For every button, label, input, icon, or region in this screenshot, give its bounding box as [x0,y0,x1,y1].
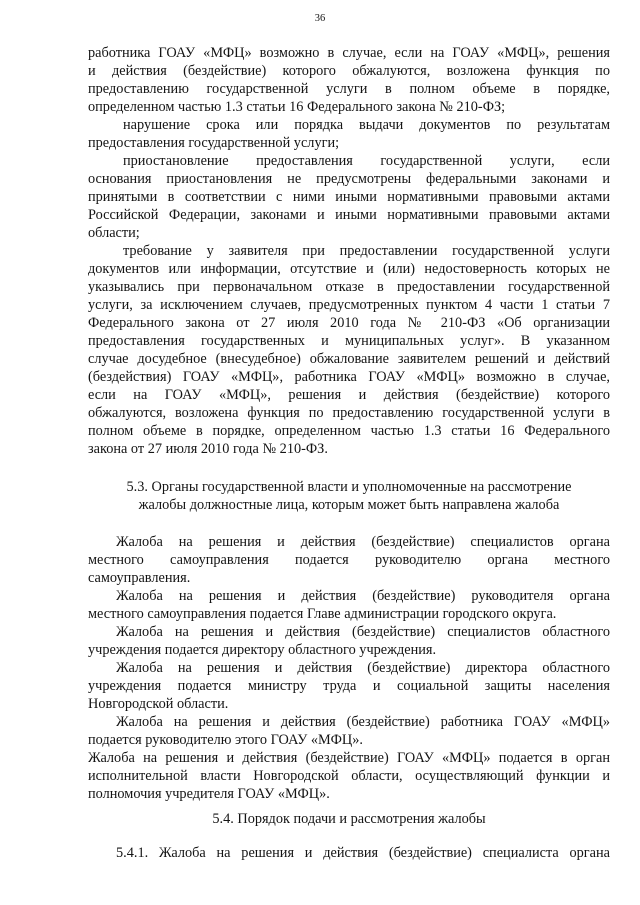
text-line: обжалуются, возложена функция по предоставлению государственной услуги в [88,405,610,421]
text-line: местного самоуправления подается руководителю органа местного [88,552,610,568]
text-line: местного самоуправления подается Главе администрации городского округа. [88,606,557,622]
text-line: предоставлению государственной услуги в полном объеме в порядке, [88,81,610,97]
section-heading: 5.4. Порядок подачи и рассмотрения жалобы [212,811,486,827]
text-line: принятыми в соответствии с ними иными нормативными правовыми актами [88,189,610,205]
text-line: случае досудебное (внесудебное) обжалование заявителем решений и действий [88,351,610,367]
text-line: полномочия учредителя ГОАУ «МФЦ». [88,786,330,802]
text-line: указывались при первоначальном отказе в предоставлении государственной [88,279,610,295]
text-line: документов или информации, отсутствие и (или) недостоверность которых не [88,261,610,277]
text-line: Жалоба на решения и действия (бездействие) руководителя органа [116,588,610,604]
text-line: области; [88,225,140,241]
text-line: учреждения подается министру труда и социальной защиты населения [88,678,610,694]
section-heading: жалобы должностные лица, которым может быть направлена жалоба [138,497,560,513]
text-line: Российской Федерации, законами и иными нормативными правовыми актами [88,207,610,223]
text-line: предоставления государственной услуги; [88,135,340,151]
text-line: исполнительной власти Новгородской области, осуществляющий функции и [88,768,610,784]
text-line: работника ГОАУ «МФЦ» возможно в случае, если на ГОАУ «МФЦ», решения [88,45,610,61]
text-line: предоставления государственных и муниципальных услуг». В указанном [88,333,610,349]
text-line: (бездействия) ГОАУ «МФЦ», работника ГОАУ «МФЦ» возможно в случае, [88,369,610,385]
text-line: если на ГОАУ «МФЦ», решения и действия (бездействие) которого [88,387,610,403]
text-line: нарушение срока или порядка выдачи документов по результатам [123,117,610,133]
text-line: приостановление предоставления государственной услуги, если [123,153,610,169]
text-line: Жалоба на решения и действия (бездействие) специалистов областного [116,624,610,640]
text-line: закона от 27 июля 2010 года № 210-ФЗ. [88,441,328,457]
page-number: 36 [314,13,326,24]
text-line: определенном частью 1.3 статьи 16 Федерального закона № 210-ФЗ; [88,99,506,115]
text-line: учреждения подается директору областного учреждения. [88,642,437,658]
section-heading: 5.3. Органы государственной власти и уполномоченные на рассмотрение [126,479,572,495]
text-line: Жалоба на решения и действия (бездействие) работника ГОАУ «МФЦ» [116,714,610,730]
text-line: требование у заявителя при предоставлении государственной услуги [123,243,610,259]
text-line: и действия (бездействие) которого обжалуются, возложена функция по [88,63,610,79]
text-line: Жалоба на решения и действия (бездействие) специалистов органа [116,534,610,550]
text-line: подается руководителю этого ГОАУ «МФЦ». [88,732,363,748]
text-line: самоуправления. [88,570,191,586]
text-line: 5.4.1. Жалоба на решения и действия (бездействие) специалиста органа [116,845,610,861]
text-line: услуги, за исключением случаев, предусмотренных пунктом 4 части 1 статьи 7 [88,297,610,313]
text-line: Федерального закона от 27 июля 2010 года № 210-ФЗ «Об организации [88,315,610,331]
text-line: основания приостановления не предусмотрены федеральными законами и [88,171,610,187]
text-line: Жалоба на решения и действия (бездействие) директора областного [116,660,610,676]
text-line: Новгородской области. [88,696,229,712]
text-line: Жалоба на решения и действия (бездействие) ГОАУ «МФЦ» подается в орган [88,750,610,766]
text-line: полном объеме в порядке, определенном частью 1.3 статьи 16 Федерального [88,423,610,439]
